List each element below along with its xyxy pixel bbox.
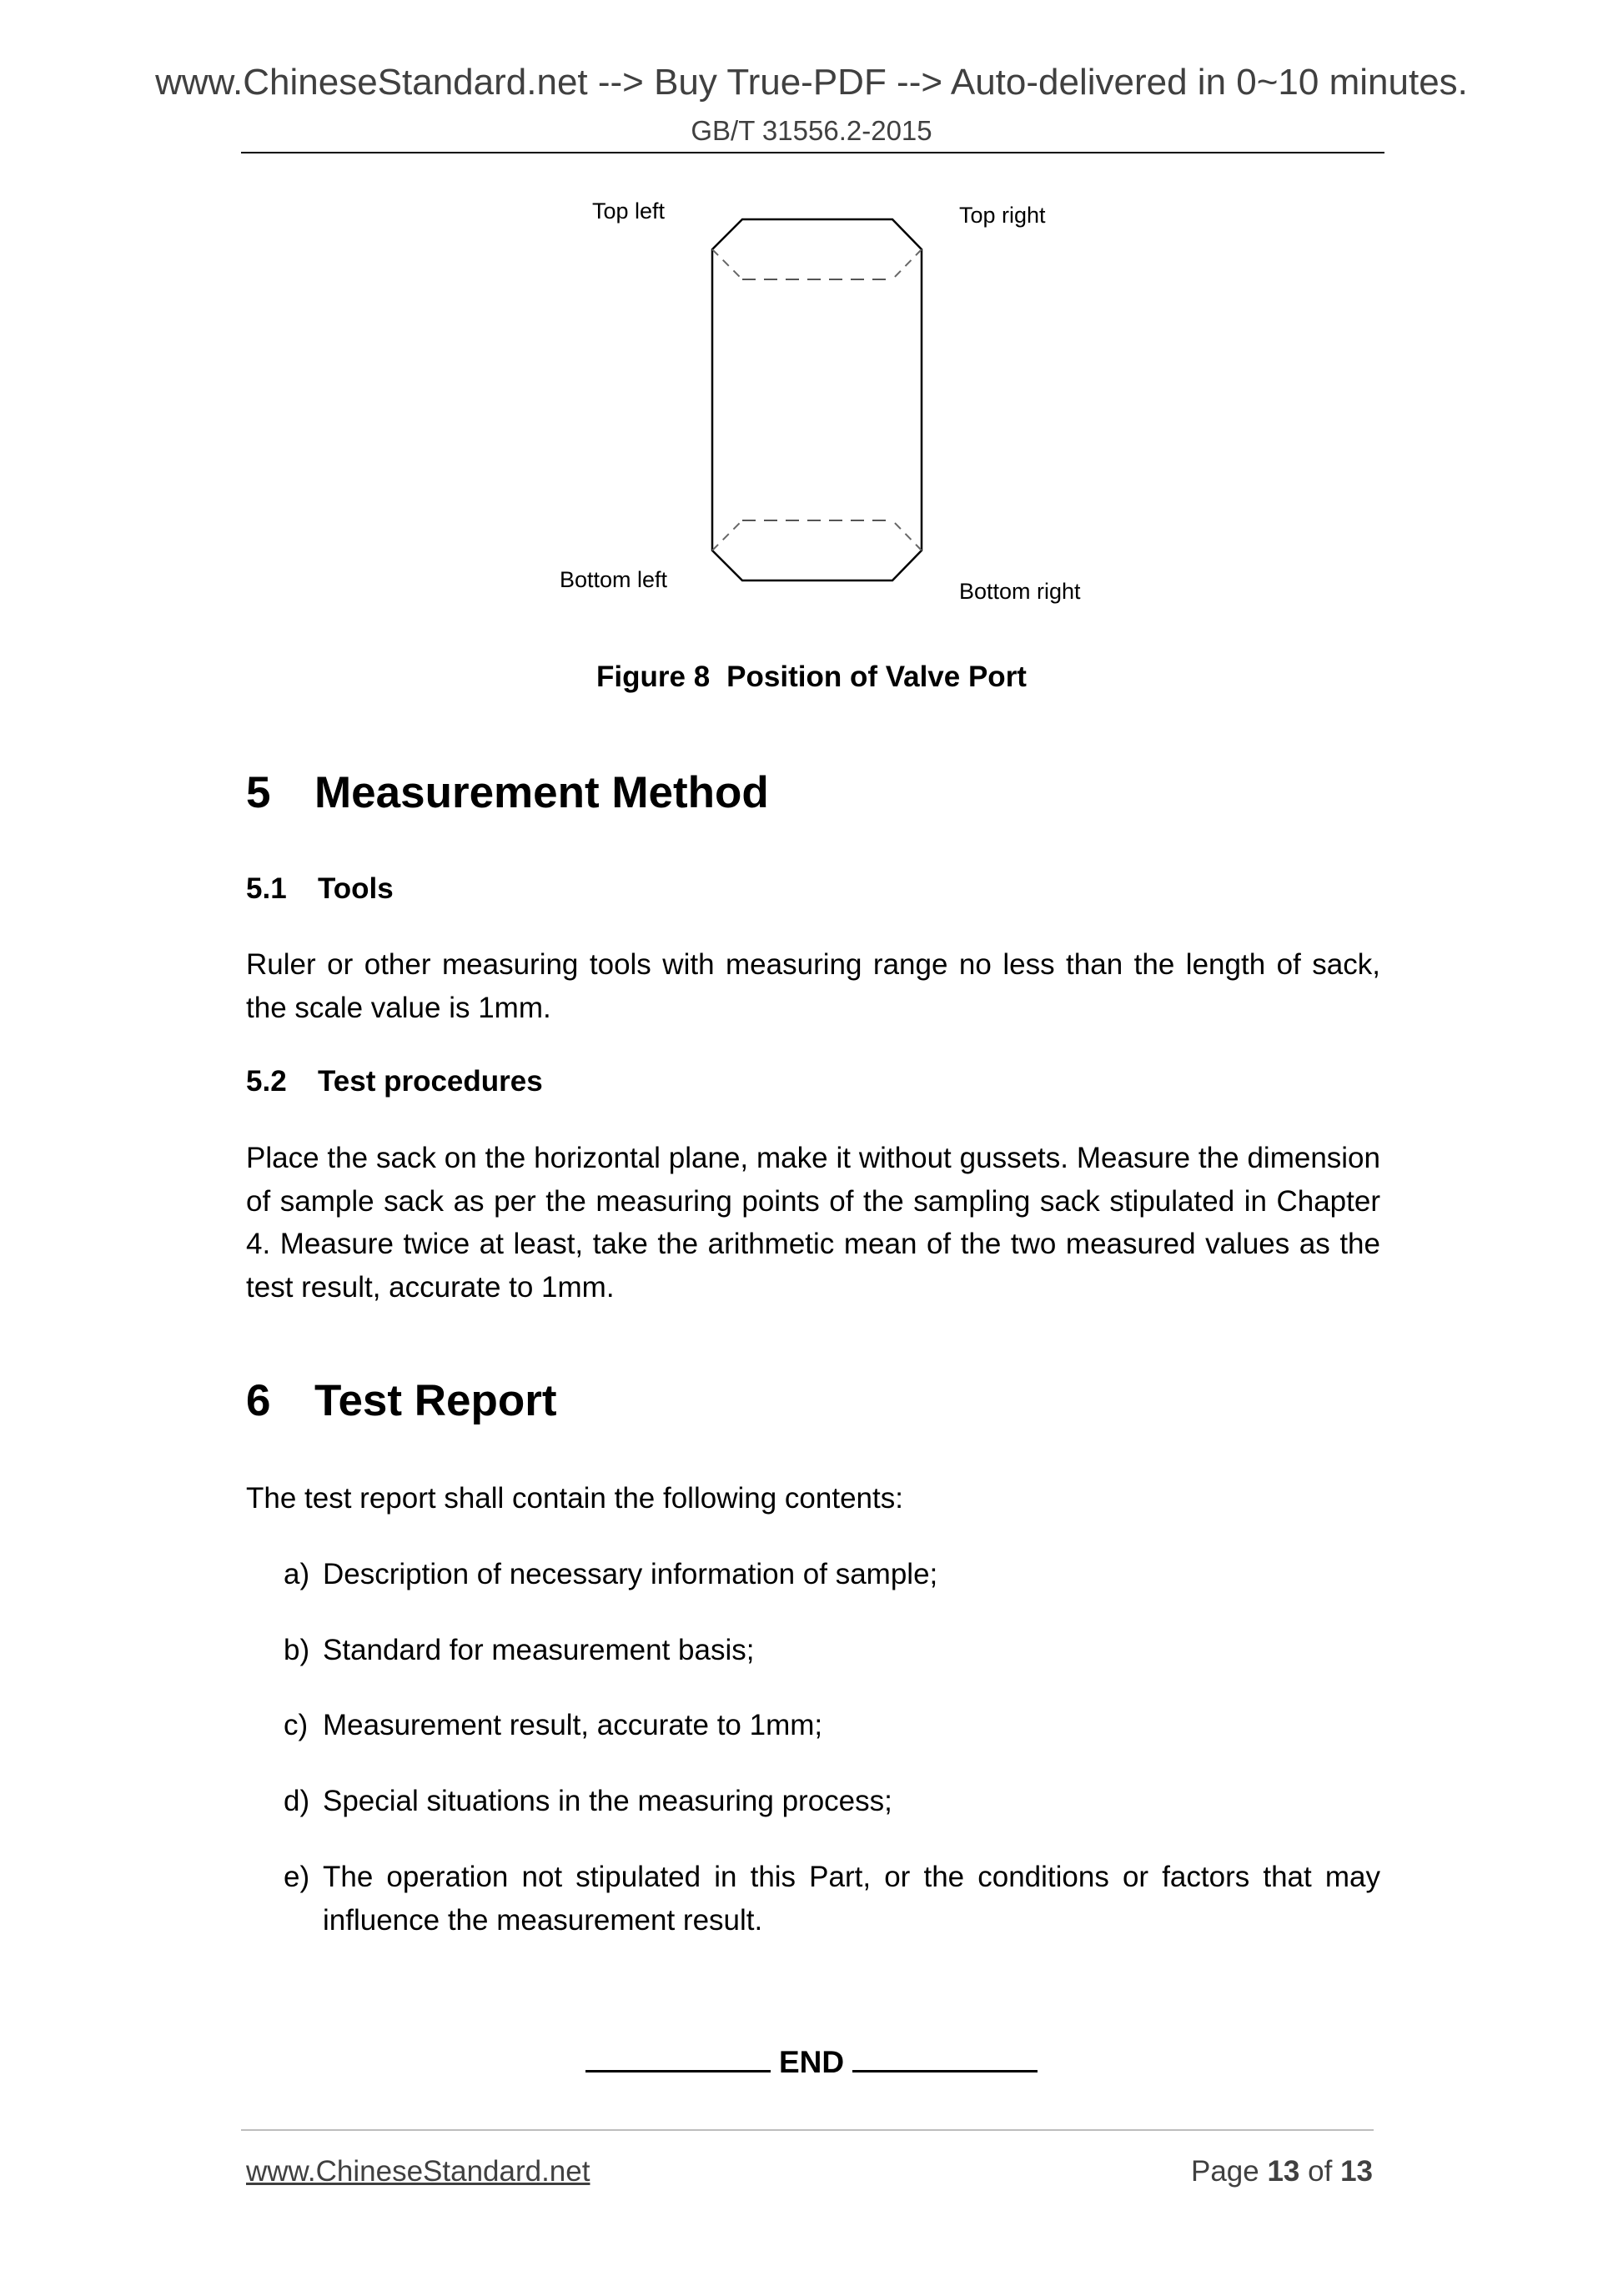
- end-marker: [0, 2042, 1623, 2080]
- end-rule-right: [852, 2042, 1038, 2072]
- section-5-2-text: Place the sack on the horizontal plane, make it without gussets. Measure the dimension of sample sack as per the measuring points of the sampling sack stipulated in Chapter 4. Measure twice at least, take the arithmetic mean of the two measured values as the test result, accurate to 1mm.: [246, 1142, 1380, 1304]
- list-item-label: e): [284, 1861, 310, 1893]
- sack-outline: [712, 219, 922, 580]
- standard-number: GB/T 31556.2-2015: [691, 115, 932, 146]
- list-item: [284, 1780, 1380, 1823]
- section-5-1-number: 5.1: [246, 872, 287, 905]
- list-item: [284, 1553, 1380, 1596]
- header-rule: [241, 152, 1384, 153]
- page-total: 13: [1340, 2155, 1373, 2188]
- list-item-text: Standard for measurement basis;: [323, 1634, 755, 1666]
- page-word: Page: [1190, 2155, 1259, 2188]
- section-6-intro: The test report shall contain the following contents:: [246, 1482, 903, 1515]
- top-left-valve-dash: [712, 249, 742, 279]
- section-5-2-heading: [246, 1065, 543, 1098]
- list-item-text: Special situations in the measuring process;: [323, 1785, 892, 1817]
- list-item: [284, 1856, 1380, 1942]
- section-5-heading: [246, 767, 769, 818]
- list-item-label: d): [284, 1785, 310, 1817]
- top-right-valve-dash: [892, 249, 922, 279]
- label-top-left: Top left: [592, 198, 666, 224]
- label-bottom-left: Bottom left: [560, 567, 668, 592]
- bottom-right-valve-dash: [892, 520, 922, 550]
- section-5-2-title: Test procedures: [318, 1065, 543, 1098]
- end-text: END: [778, 2045, 845, 2079]
- page-of: of: [1308, 2155, 1333, 2188]
- list-item-text: Measurement result, accurate to 1mm;: [323, 1709, 823, 1741]
- section-5-1-title: Tools: [318, 872, 394, 905]
- section-5-1-heading: [246, 872, 394, 906]
- page-current: 13: [1267, 2155, 1300, 2188]
- section-6-heading: [246, 1375, 557, 1426]
- list-item-text: Description of necessary information of sample;: [323, 1558, 938, 1590]
- bottom-left-valve-dash: [712, 520, 742, 550]
- figure-caption: [0, 661, 1623, 694]
- list-item-label: b): [284, 1634, 310, 1666]
- footer-site-link[interactable]: www.ChineseStandard.net: [246, 2155, 590, 2188]
- section-6-number: 6: [246, 1376, 271, 1425]
- valve-port-diagram: [701, 213, 934, 588]
- label-bottom-right: Bottom right: [959, 579, 1081, 604]
- section-5-1-text: Ruler or other measuring tools with measuring range no less than the length of sack, the scale value is 1mm.: [246, 948, 1380, 1024]
- page-indicator: [1191, 2155, 1373, 2188]
- list-item-label: a): [284, 1558, 310, 1590]
- section-5-2-number: 5.2: [246, 1065, 287, 1098]
- list-item: [284, 1704, 1380, 1747]
- end-rule-left: [585, 2042, 771, 2072]
- figure-caption-number: Figure 8: [596, 661, 711, 693]
- list-item: [284, 1629, 1380, 1672]
- figure-caption-title: Position of Valve Port: [726, 661, 1027, 693]
- section-5-title: Measurement Method: [314, 768, 769, 817]
- list-item-label: c): [284, 1709, 309, 1741]
- section-6-title: Test Report: [314, 1376, 557, 1425]
- label-top-right: Top right: [959, 203, 1046, 228]
- footer-rule: [241, 2129, 1374, 2131]
- list-item-text: The operation not stipulated in this Part, or the conditions or factors that may influence the measurement result.: [323, 1861, 1380, 1937]
- header-banner: www.ChineseStandard.net --> Buy True-PDF --> Auto-delivered in 0~10 minutes.: [155, 62, 1468, 103]
- section-5-number: 5: [246, 768, 271, 817]
